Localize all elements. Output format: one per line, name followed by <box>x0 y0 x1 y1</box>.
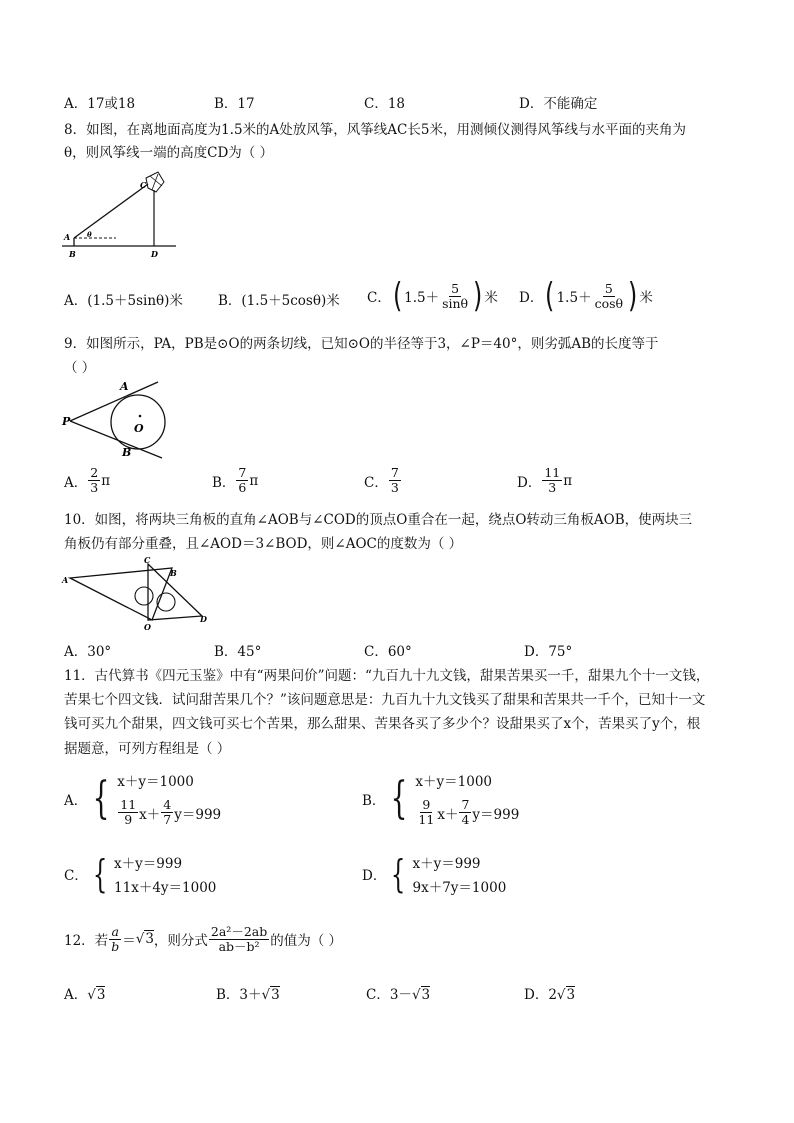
q12-option-b-label: B． <box>216 987 240 1003</box>
q12-expr-den: ab－b² <box>218 938 260 954</box>
q10-label-c: C <box>144 556 151 565</box>
q8-option-c-label: C． <box>367 290 391 306</box>
q11-option-c-label: C． <box>64 868 88 884</box>
q9-label-o: O <box>134 422 144 435</box>
q11-option-a-frac2 <box>161 798 173 827</box>
q11-option-c <box>64 852 216 896</box>
q11-line4: 据题意，可列方程组是（ ） <box>64 741 231 757</box>
q8-option-c <box>367 276 498 316</box>
q8-stem-line1: 8．如图，在离地面高度为1.5米的A处放风筝，风筝线AC长5米，用测倾仪测得风筝线与水平面的夹角为 <box>64 122 686 138</box>
q11-line2: 苦果七个四文钱．试问甜苦果几个？”该问题意思是：九百九十九文钱买了甜果和苦果共一千个，已知十一文 <box>64 692 706 708</box>
q8-option-b: B．(1.5＋5cosθ)米 <box>218 293 340 309</box>
q12-ratio-num: a <box>111 923 119 939</box>
q11-option-c-brace: { <box>92 852 108 896</box>
q11-option-b <box>362 770 519 827</box>
q8-option-d-label: D． <box>519 290 544 306</box>
q12-sqrt: √3 <box>135 931 154 947</box>
q11-option-a-frac1 <box>118 798 138 827</box>
q9-circle-figure <box>60 374 170 464</box>
q10-option-c: C．60° <box>364 644 412 660</box>
q9-option-d-tail: π <box>563 472 573 489</box>
q11-option-b-label: B． <box>362 792 386 809</box>
q12-option-d-sqrt: √3 <box>556 987 576 1003</box>
q10-stem-line2: 角板仍有部分重叠，且∠AOD＝3∠BOD，则∠AOC的度数为（ ） <box>64 536 463 552</box>
q11-option-c-row1: x＋y＝999 <box>114 856 183 872</box>
q8-option-d-rparen: ) <box>628 276 638 316</box>
q9-option-b-num: 7 <box>238 465 247 480</box>
q12-option-a-rad: 3 <box>96 987 106 1003</box>
q12-option-d-rad: 3 <box>566 987 576 1003</box>
q8-stem-line2: θ，则风筝线一端的高度CD为（ ） <box>64 145 274 161</box>
q11-option-b-row1: x＋y＝1000 <box>415 774 493 790</box>
q8-option-c-left: 1.5＋ <box>404 290 440 306</box>
q11-option-b-rows <box>415 770 519 827</box>
q11-option-c-rows <box>114 852 216 896</box>
q8-option-c-unit: 米 <box>484 290 498 306</box>
q12-option-a-label: A． <box>64 987 88 1003</box>
q9-label-a: A <box>120 380 129 393</box>
q11-option-d-system <box>386 852 506 896</box>
q9-option-a-label: A． <box>64 474 88 491</box>
q12-expression <box>209 925 269 954</box>
q12-post: 的值为（ ） <box>270 933 343 949</box>
q9-option-d-fraction <box>542 466 562 495</box>
q10-label-o: O <box>144 622 151 632</box>
q11-option-d <box>362 852 506 896</box>
q7-option-b: B．17 <box>214 96 255 112</box>
q12-option-b-sqrt: √3 <box>261 987 280 1003</box>
q12-option-b <box>216 983 280 1003</box>
q8-option-d-left: 1.5＋ <box>556 290 592 306</box>
q9-option-a-tail: π <box>101 472 111 489</box>
q10-option-a: A．30° <box>64 644 112 660</box>
q11-option-d-rows <box>413 852 507 896</box>
q11-option-a-end: y＝999 <box>174 806 222 823</box>
q11-option-a-label: A． <box>64 792 88 809</box>
q9-label-b: B <box>122 446 132 459</box>
q8-option-a: A．(1.5＋5sinθ)米 <box>64 293 183 309</box>
q9-option-a-num: 2 <box>90 465 99 480</box>
q8-option-c-num: 5 <box>451 280 460 296</box>
q11-option-c-system <box>88 852 217 896</box>
q12-option-b-prefix: 3＋ <box>239 987 262 1003</box>
q9-option-a <box>64 466 110 495</box>
q11-option-a-system <box>87 770 221 827</box>
q12-pre: 12．若 <box>64 933 109 949</box>
q11-option-a <box>64 770 221 827</box>
q10-stem-line1: 10．如图，将两块三角板的直角∠AOB与∠COD的顶点O重合在一起，绕点O转动三角板AOB，使两块三 <box>64 512 693 528</box>
q11-option-b-frac1 <box>416 798 436 827</box>
q12-option-c-prefix: 3－ <box>389 987 412 1003</box>
q11-line1: 11．古代算书《四元玉鉴》中有“两果问价”问题：“九百九十九文钱，甜果苦果买一千，甜果九个十一文钱， <box>64 668 710 684</box>
q12-option-a-sqrt: √3 <box>87 987 106 1003</box>
q9-option-c-den: 3 <box>390 480 399 495</box>
q10-label-a: A <box>62 575 69 585</box>
q9-option-a-den: 3 <box>90 480 99 495</box>
q11-option-b-row2 <box>415 798 519 827</box>
q11-option-b-mid: x＋ <box>437 806 459 823</box>
q12-ratio <box>109 925 121 954</box>
q11-option-b-num1: 9 <box>422 797 431 812</box>
q8-option-d-fraction <box>593 282 625 311</box>
q8-option-d-lparen: ( <box>545 276 555 316</box>
q12-stem <box>64 922 342 956</box>
q9-option-b-den: 6 <box>238 480 247 495</box>
q8-option-d-den: cosθ <box>594 295 624 311</box>
q9-option-c-label: C． <box>364 474 388 491</box>
q11-option-d-brace: { <box>391 852 406 896</box>
q11-option-a-row1: x＋y＝1000 <box>117 774 194 790</box>
q9-option-b-fraction <box>236 466 248 495</box>
q8-label-a: A <box>64 232 71 242</box>
q9-option-b-label: B． <box>212 474 236 491</box>
q12-option-c-label: C． <box>366 987 390 1003</box>
q7-option-a: A．17或18 <box>64 96 136 112</box>
q9-option-b <box>212 466 258 495</box>
q12-option-c <box>366 983 430 1003</box>
q9-stem-line2: （ ） <box>64 360 96 376</box>
q12-option-b-rad: 3 <box>271 987 280 1003</box>
q12-option-c-sqrt: √3 <box>411 987 431 1003</box>
q11-option-b-num2: 7 <box>461 797 470 812</box>
q11-option-b-frac2 <box>459 798 471 827</box>
q9-option-c <box>364 466 402 495</box>
q9-stem-line1: 9．如图所示，PA，PB是⊙O的两条切线，已知⊙O的半径等于3，∠P＝40°，则劣弧AB的长度等于 <box>64 336 659 352</box>
q11-option-b-brace: { <box>391 772 408 824</box>
q9-label-p: P <box>62 415 71 428</box>
q11-option-a-den1: 9 <box>124 812 133 827</box>
q9-option-d-num: 11 <box>544 465 561 480</box>
q11-option-b-system <box>385 770 519 827</box>
q8-option-d <box>519 276 653 316</box>
q8-option-c-fraction <box>440 282 470 311</box>
q11-option-b-den2: 4 <box>461 812 470 827</box>
q11-option-a-mid: x＋ <box>139 806 161 823</box>
q9-option-d-den: 3 <box>548 480 557 495</box>
q8-label-c: C <box>140 180 147 190</box>
q12-mid: ，则分式 <box>153 933 208 949</box>
q8-label-d: D <box>151 249 158 259</box>
q10-triangles-figure <box>60 556 216 634</box>
q10-option-d: D．75° <box>524 644 573 660</box>
q11-option-a-num1: 11 <box>120 797 137 812</box>
q11-option-c-row2: 11x＋4y＝1000 <box>114 880 217 896</box>
q8-label-theta: θ <box>87 230 92 239</box>
q12-option-d <box>524 983 575 1003</box>
q12-option-d-prefix: 2 <box>548 987 557 1003</box>
q9-option-b-tail: π <box>249 472 259 489</box>
q11-option-a-num2: 4 <box>163 797 172 812</box>
q8-option-d-unit: 米 <box>639 290 653 306</box>
q11-option-d-row2: 9x＋7y＝1000 <box>412 880 507 896</box>
q11-option-d-label: D． <box>362 868 387 884</box>
q11-line3: 钱可买九个甜果，四文钱可买七个苦果，那么甜果、苦果各买了多少个？设甜果买了x个，苦果买了y个，根 <box>64 716 701 732</box>
q8-option-c-den: sinθ <box>442 295 469 311</box>
q12-option-a <box>64 983 105 1003</box>
q9-option-d-label: D． <box>517 474 542 491</box>
q11-option-a-rows <box>117 770 221 827</box>
q8-option-c-lparen: ( <box>392 276 403 316</box>
q11-option-b-den1: 11 <box>418 812 435 827</box>
q7-option-c: C．18 <box>364 96 406 112</box>
q9-option-c-fraction <box>389 466 401 495</box>
q8-option-d-num: 5 <box>604 280 613 296</box>
q11-option-a-den2: 7 <box>163 812 172 827</box>
q8-label-b: B <box>69 249 76 259</box>
q10-label-d: D <box>200 614 207 624</box>
q12-equals: ＝ <box>122 933 136 949</box>
q11-option-a-brace: { <box>92 772 110 824</box>
q12-expr-num: 2a²－2ab <box>210 923 268 939</box>
q11-option-b-end: y＝999 <box>472 806 520 823</box>
q9-option-c-num: 7 <box>390 465 399 480</box>
q12-sqrt-rad: 3 <box>145 931 154 947</box>
q12-option-d-label: D． <box>524 987 549 1003</box>
q7-option-d: D．不能确定 <box>519 96 598 112</box>
q10-option-b: B．45° <box>214 644 262 660</box>
q10-label-b: B <box>170 568 177 578</box>
q8-kite-figure <box>60 168 180 260</box>
q11-option-d-row1: x＋y＝999 <box>412 856 481 872</box>
q12-ratio-den: b <box>111 938 120 954</box>
q9-option-d <box>517 466 572 495</box>
q9-option-a-fraction <box>88 466 100 495</box>
q8-option-c-rparen: ) <box>473 276 483 316</box>
q12-option-c-rad: 3 <box>421 987 431 1003</box>
q11-option-a-row2 <box>117 798 221 827</box>
